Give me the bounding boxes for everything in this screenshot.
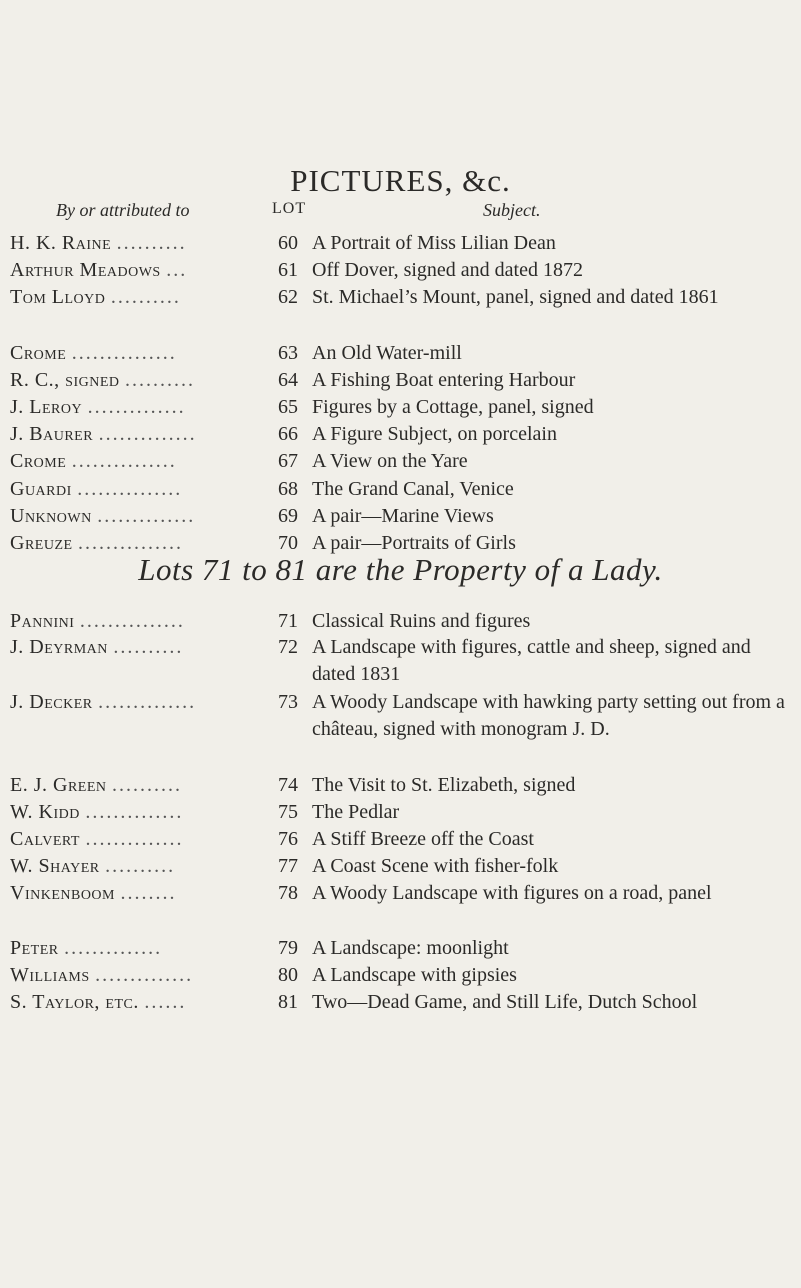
lot-number: 62 (278, 286, 298, 308)
subject-text: A Figure Subject, on porcelain (312, 423, 557, 445)
subject-text: Figures by a Cottage, panel, signed (312, 396, 594, 418)
artist-name (10, 772, 258, 799)
subject-text: Two—Dead Game, and Still Life, Dutch School (312, 991, 698, 1013)
subject-text: A Landscape with gipsies (312, 964, 517, 986)
lot-number: 61 (278, 259, 298, 281)
lot-number: 69 (278, 505, 298, 527)
subject-text: A Woody Landscape with figures on a road, panel (312, 882, 712, 904)
artist-name (10, 421, 258, 448)
artist-text: Vinkenboom (10, 882, 115, 904)
artist-name (10, 230, 258, 257)
subject-text: A Stiff Breeze off the Coast (312, 828, 534, 850)
subject-text: A Woody Landscape with hawking party setting out from a château, signed with monogram J. D. (312, 691, 785, 740)
leader-dots: ............... (71, 450, 177, 472)
subject-text: A pair—Portraits of Girls (312, 532, 516, 554)
lot-column-header: LOT (272, 200, 307, 217)
lot-number: 74 (278, 774, 298, 796)
artist-name (10, 448, 258, 475)
leader-dots: ...... (144, 991, 187, 1013)
lot-number: 63 (278, 342, 298, 364)
leader-dots: .......... (125, 369, 196, 391)
subject-text: A Landscape with figures, cattle and sheep, signed and dated 1831 (312, 636, 751, 685)
artist-text: Peter (10, 937, 59, 959)
artist-name (10, 880, 258, 907)
artist-name (10, 340, 258, 367)
leader-dots: .............. (97, 505, 196, 527)
artist-name (10, 284, 258, 311)
artist-text: Unknown (10, 505, 92, 527)
artist-text: S. Taylor, etc. (10, 991, 139, 1013)
subject-text: A pair—Marine Views (312, 505, 494, 527)
lot-number: 80 (278, 964, 298, 986)
lot-number: 67 (278, 450, 298, 472)
subject-text: The Visit to St. Elizabeth, signed (312, 774, 576, 796)
artist-name (10, 799, 258, 826)
artist-text: Crome (10, 450, 67, 472)
subject-text: Classical Ruins and figures (312, 610, 531, 632)
lot-number: 73 (278, 691, 298, 713)
artist-text: W. Shayer (10, 855, 100, 877)
leader-dots: .............. (95, 964, 194, 986)
leader-dots: .............. (85, 801, 184, 823)
artist-text: Tom Lloyd (10, 286, 106, 308)
artist-name (10, 962, 258, 989)
artist-name (10, 503, 258, 530)
lot-number: 71 (278, 610, 298, 632)
page-title: PICTURES, &c. (290, 163, 511, 198)
lot-number: 65 (278, 396, 298, 418)
leader-dots: .............. (87, 396, 186, 418)
lot-number: 77 (278, 855, 298, 877)
subject-text: St. Michael’s Mount, panel, signed and dated 1861 (312, 286, 719, 308)
subject-text: Off Dover, signed and dated 1872 (312, 259, 583, 281)
leader-dots: ........ (120, 882, 177, 904)
artist-text: Guardi (10, 478, 72, 500)
lot-number: 78 (278, 882, 298, 904)
artist-name (10, 367, 258, 394)
lot-number: 76 (278, 828, 298, 850)
subject-text: A View on the Yare (312, 450, 468, 472)
lot-number: 70 (278, 532, 298, 554)
lot-number: 66 (278, 423, 298, 445)
artist-text: Williams (10, 964, 90, 986)
artist-text: Calvert (10, 828, 80, 850)
leader-dots: .............. (98, 691, 197, 713)
artist-text: E. J. Green (10, 774, 107, 796)
leader-dots: ............... (77, 478, 183, 500)
artist-text: J. Baurer (10, 423, 94, 445)
lot-number: 79 (278, 937, 298, 959)
artist-name (10, 394, 258, 421)
lot-number: 60 (278, 232, 298, 254)
subject-text: A Coast Scene with fisher-folk (312, 855, 559, 877)
artist-text: J. Decker (10, 691, 93, 713)
lot-number: 81 (278, 991, 298, 1013)
artist-text: R. C., signed (10, 369, 120, 391)
leader-dots: ............... (71, 342, 177, 364)
leader-dots: ... (166, 259, 188, 281)
lot-number: 72 (278, 636, 298, 658)
artist-text: Greuze (10, 532, 73, 554)
leader-dots: .......... (116, 232, 187, 254)
artist-name (10, 257, 258, 284)
artist-name (10, 608, 258, 635)
leader-dots: .......... (112, 774, 182, 796)
artist-text: J. Deyrman (10, 636, 108, 658)
artist-name (10, 853, 258, 880)
subject-text: An Old Water-mill (312, 342, 462, 364)
artist-text: H. K. Raine (10, 232, 112, 254)
artist-text: Pannini (10, 610, 75, 632)
section-separator: Lots 71 to 81 are the Property of a Lady. (138, 552, 663, 587)
artist-name (10, 935, 258, 962)
subject-text: A Landscape: moonlight (312, 937, 509, 959)
leader-dots: .......... (110, 286, 181, 308)
artist-name (10, 634, 258, 661)
leader-dots: .............. (85, 828, 184, 850)
leader-dots: .............. (64, 937, 163, 959)
artist-name (10, 689, 258, 716)
subject-text: A Fishing Boat entering Harbour (312, 369, 576, 391)
artist-text: J. Leroy (10, 396, 83, 418)
subject-text: A Portrait of Miss Lilian Dean (312, 232, 556, 254)
lot-number: 64 (278, 369, 298, 391)
lot-number: 68 (278, 478, 298, 500)
subject-text: The Grand Canal, Venice (312, 478, 514, 500)
leader-dots: ............... (78, 532, 184, 554)
lot-number: 75 (278, 801, 298, 823)
artist-name (10, 476, 258, 503)
artist-column-header: By or attributed to (56, 200, 190, 220)
artist-text: W. Kidd (10, 801, 80, 823)
artist-text: Arthur Meadows (10, 259, 161, 281)
subject-column-header: Subject. (483, 200, 541, 220)
artist-name (10, 826, 258, 853)
leader-dots: .............. (98, 423, 197, 445)
artist-name (10, 989, 258, 1016)
artist-text: Crome (10, 342, 67, 364)
leader-dots: ............... (79, 610, 185, 632)
leader-dots: .......... (113, 636, 184, 658)
subject-text: The Pedlar (312, 801, 400, 823)
leader-dots: .......... (105, 855, 176, 877)
